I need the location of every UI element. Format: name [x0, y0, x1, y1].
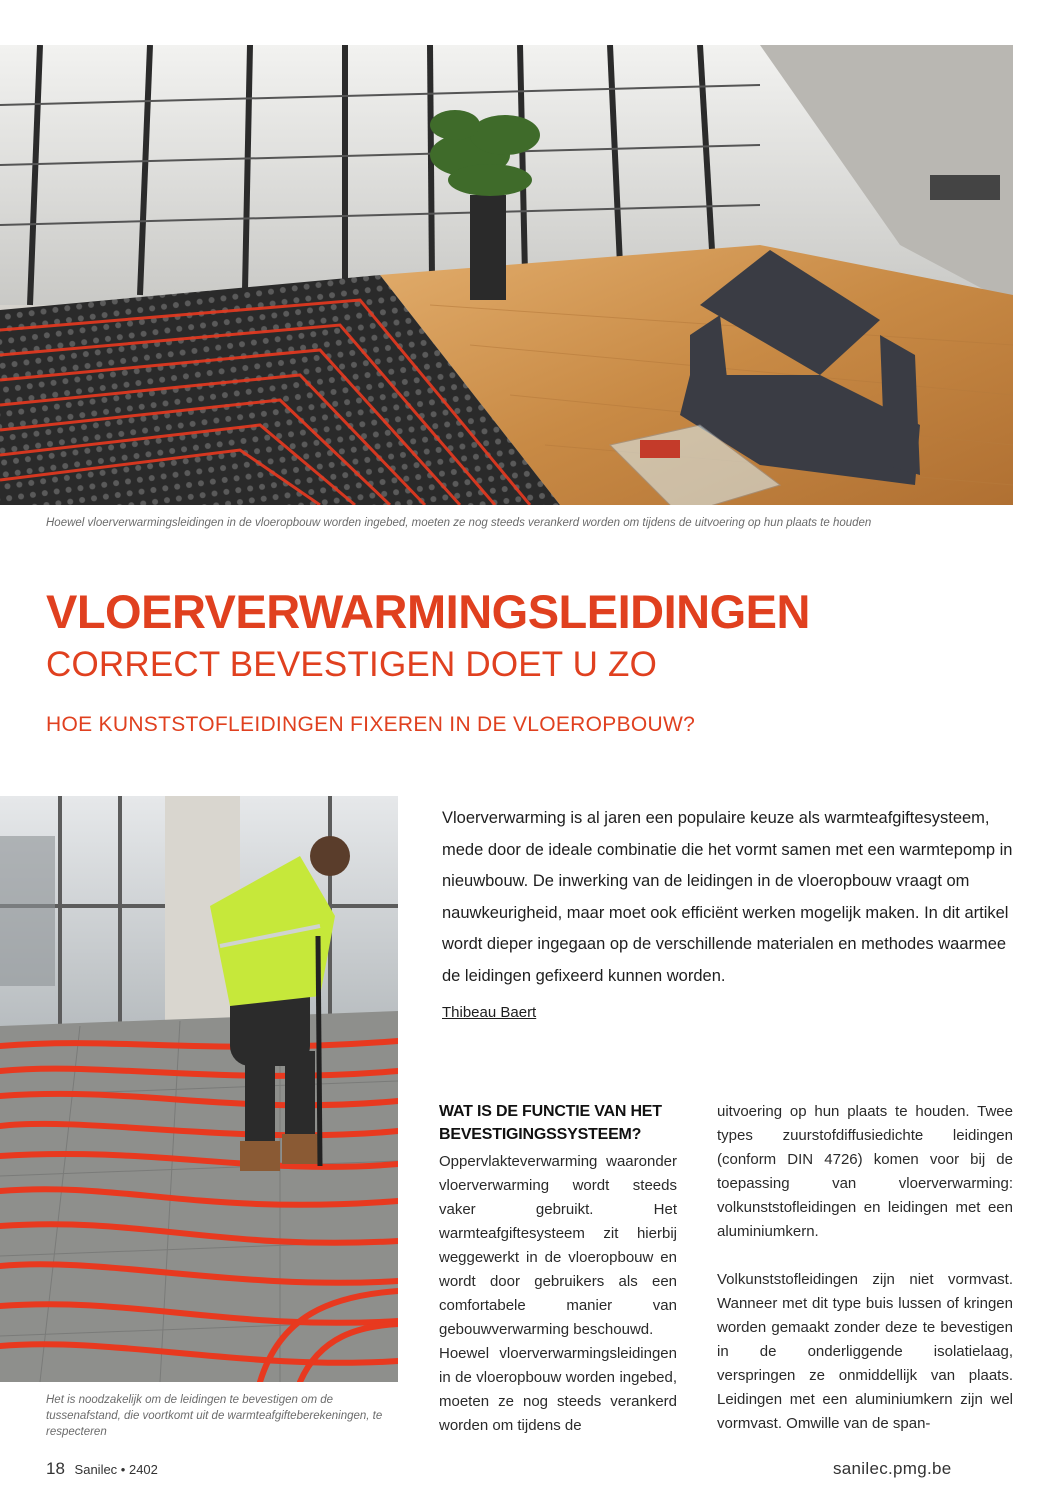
page-number: 18: [46, 1459, 65, 1478]
article-subtitle: CORRECT BEVESTIGEN DOET U ZO: [46, 645, 658, 684]
article-title: VLOERVERWARMINGSLEIDINGEN: [46, 585, 810, 638]
worker-photo-caption: Het is noodzakelijk om de leidingen te bevestigen om de tussenafstand, die voortkomt uit de warmteafgifteberekeningen, te respecteren: [46, 1394, 383, 1438]
article-lead-question: HOE KUNSTSTOFLEIDINGEN FIXEREN IN DE VLOEROPBOUW?: [46, 713, 696, 736]
hero-photo: [0, 45, 1013, 505]
hero-photo-illustration: [0, 45, 1013, 505]
body-paragraph: Hoewel vloerverwarmingsleidingen in de vloeropbouw worden ingebed, moeten ze nog steeds verankerd worden om tijdens de: [439, 1345, 677, 1434]
body-paragraph: Oppervlakteverwarming waaronder vloerverwarming wordt steeds vaker gebruikt. Het warmteafgiftesysteem zit hierbij weggewerkt in de vloeropbouw en wordt door gebruikers als een comfortabele manier van gebouwverwarming beschouwd.: [439, 1153, 677, 1338]
author-link[interactable]: Thibeau Baert: [442, 1004, 537, 1021]
website-link[interactable]: sanilec.pmg.be: [833, 1459, 952, 1478]
worker-photo-illustration: [0, 796, 398, 1382]
issue-label: Sanilec • 2402: [74, 1462, 158, 1477]
section-heading: WAT IS DE FUNCTIE VAN HET BEVESTIGINGSSYSTEEM?: [439, 1103, 662, 1143]
body-paragraph: uitvoering op hun plaats te houden. Twee types zuurstofdiffusiedichte leidingen (conform DIN 4726) komen voor bij de toepassing van vloerverwarming: volkunststofleidingen en leidingen met een aluminiumkern.: [717, 1103, 1013, 1240]
worker-photo: [0, 796, 398, 1382]
body-column-2: [717, 1100, 1013, 1436]
body-paragraph: Volkunststofleidingen zijn niet vormvast. Wanneer met dit type buis lussen of kringen worden gemaakt zonder deze te bevestigen in de onderliggende isolatielaag, verspringen ze onmiddellijk van plaats. Leidingen met een aluminiumkern zijn wel vormvast. Omwille van de span-: [717, 1271, 1013, 1432]
body-column-1: [439, 1150, 677, 1438]
page-footer-left: [46, 1459, 158, 1479]
hero-photo-caption: Hoewel vloerverwarmingsleidingen in de vloeropbouw worden ingebed, moeten ze nog steeds verankerd worden om tijdens de uitvoering op hun plaats te houden: [46, 517, 872, 529]
article-intro: Vloerverwarming is al jaren een populaire keuze als warmteafgiftesysteem, mede door de ideale combinatie die het vormt samen met een warmtepomp in nieuwbouw. De inwerking van de leidingen in de vloeropbouw vraagt om nauwkeurigheid, maar moet ook efficiënt werken mogelijk maken. In dit artikel wordt dieper ingegaan op de verschillende materialen en methodes waarmee de leidingen gefixeerd kunnen worden.: [442, 809, 1013, 985]
